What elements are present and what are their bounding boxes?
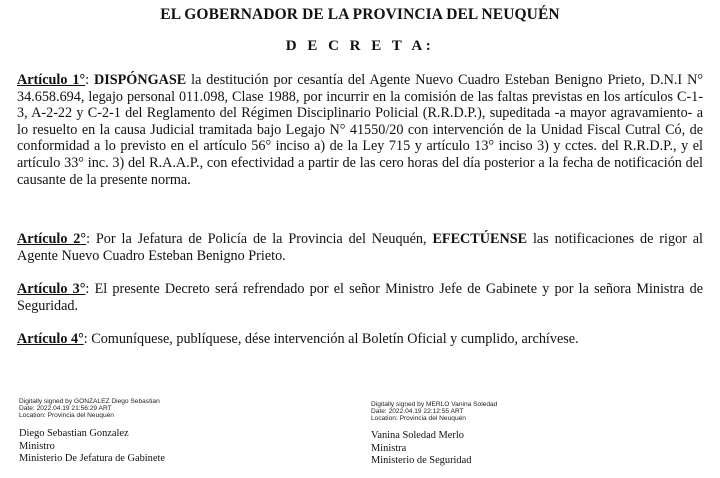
article-3 [17,281,703,314]
document-title: EL GOBERNADOR DE LA PROVINCIA DEL NEUQUÉN [160,6,560,23]
article-1 [17,72,703,188]
article-2-label: Artículo 2° [17,231,87,247]
article-1-verb: DISPÓNGASE [93,72,187,88]
article-4 [17,331,703,348]
article-1-text: la destitución por cesantía del Agente Nuevo Cuadro Esteban Benigno Prieto, D.N.I N° 34.658.694, legajo personal 011.098, Clase 1988, por incurrir en la comisión de las faltas previstas en los artículos C-1-3, A-2-22 y C-2-1 del Reglamento del Régimen Disciplinario Policial (R.R.D.P.), supeditada -a mayor agravamiento- a lo resuelto en la causa Judicial tramitada bajo Legajo N° 41550/20 con intervención de la Unidad Fiscal Cutral Có, de conformidad a lo previsto en el artículo 56° inciso a) de la Ley 715 y artículo 13° inciso 3) y cctes. del R.R.D.P., y el artículo 33° inc. 3) del R.A.A.P., con efectividad a partir de las cero horas del día posterior a la fecha de notificación del causante de la presente norma. [17,72,703,188]
article-4-label: Artículo 4° [17,331,84,347]
signer-2-office: Ministerio de Seguridad [371,455,472,466]
article-2-pre: Por la Jefatura de Policía de la Provincia del Neuquén, [95,231,433,247]
article-2-colon: : [86,231,96,247]
article-3-label: Artículo 3° [17,281,86,297]
signer-block-2 [371,430,471,468]
article-2-text: las notificaciones de rigor al Agente Nuevo Cuadro Esteban Benigno Prieto. [17,231,704,264]
article-3-colon: : [85,281,95,297]
article-2-verb: EFECTÚENSE [432,231,528,247]
article-3-text: El presente Decreto será refrendado por el señor Ministro Jefe de Gabinete y por la señora Ministra de Seguridad. [17,281,703,314]
digital-signature-1-signed-by: Digitally signed by GONZALEZ Diego Sebastian [19,398,160,405]
decreta-heading: D E C R E T A: [285,38,435,54]
signer-1-name: Diego Sebastian Gonzalez [19,428,129,439]
article-2 [17,231,703,264]
article-4-colon: : [83,331,92,347]
digital-signature-1-location: Location: Provincia del Neuquén [19,412,114,419]
signer-1-role: Ministro [19,440,55,452]
article-4-text: Comuníquese, publíquese, dése intervención al Boletín Oficial y cumplido, archívese. [91,331,579,347]
article-1-colon: : [85,72,94,88]
digital-signature-1 [19,398,160,419]
digital-signature-2-location: Location: Provincia del Neuquén [371,415,466,422]
signer-2-role: Ministra [371,442,407,454]
digital-signature-2-date: Date: 2022.04.19 22:12:55 ART [371,408,464,415]
article-1-label: Artículo 1° [17,72,86,88]
digital-signature-2 [371,401,497,422]
digital-signature-1-date: Date: 2022.04.19 21:56:29 ART [19,405,112,412]
signer-2-name: Vanina Soledad Merlo [371,430,464,441]
signer-block-1 [19,428,165,466]
digital-signature-2-signed-by: Digitally signed by MERLO Vanina Soledad [371,401,498,408]
signer-1-office: Ministerio De Jefatura de Gabinete [19,453,165,464]
